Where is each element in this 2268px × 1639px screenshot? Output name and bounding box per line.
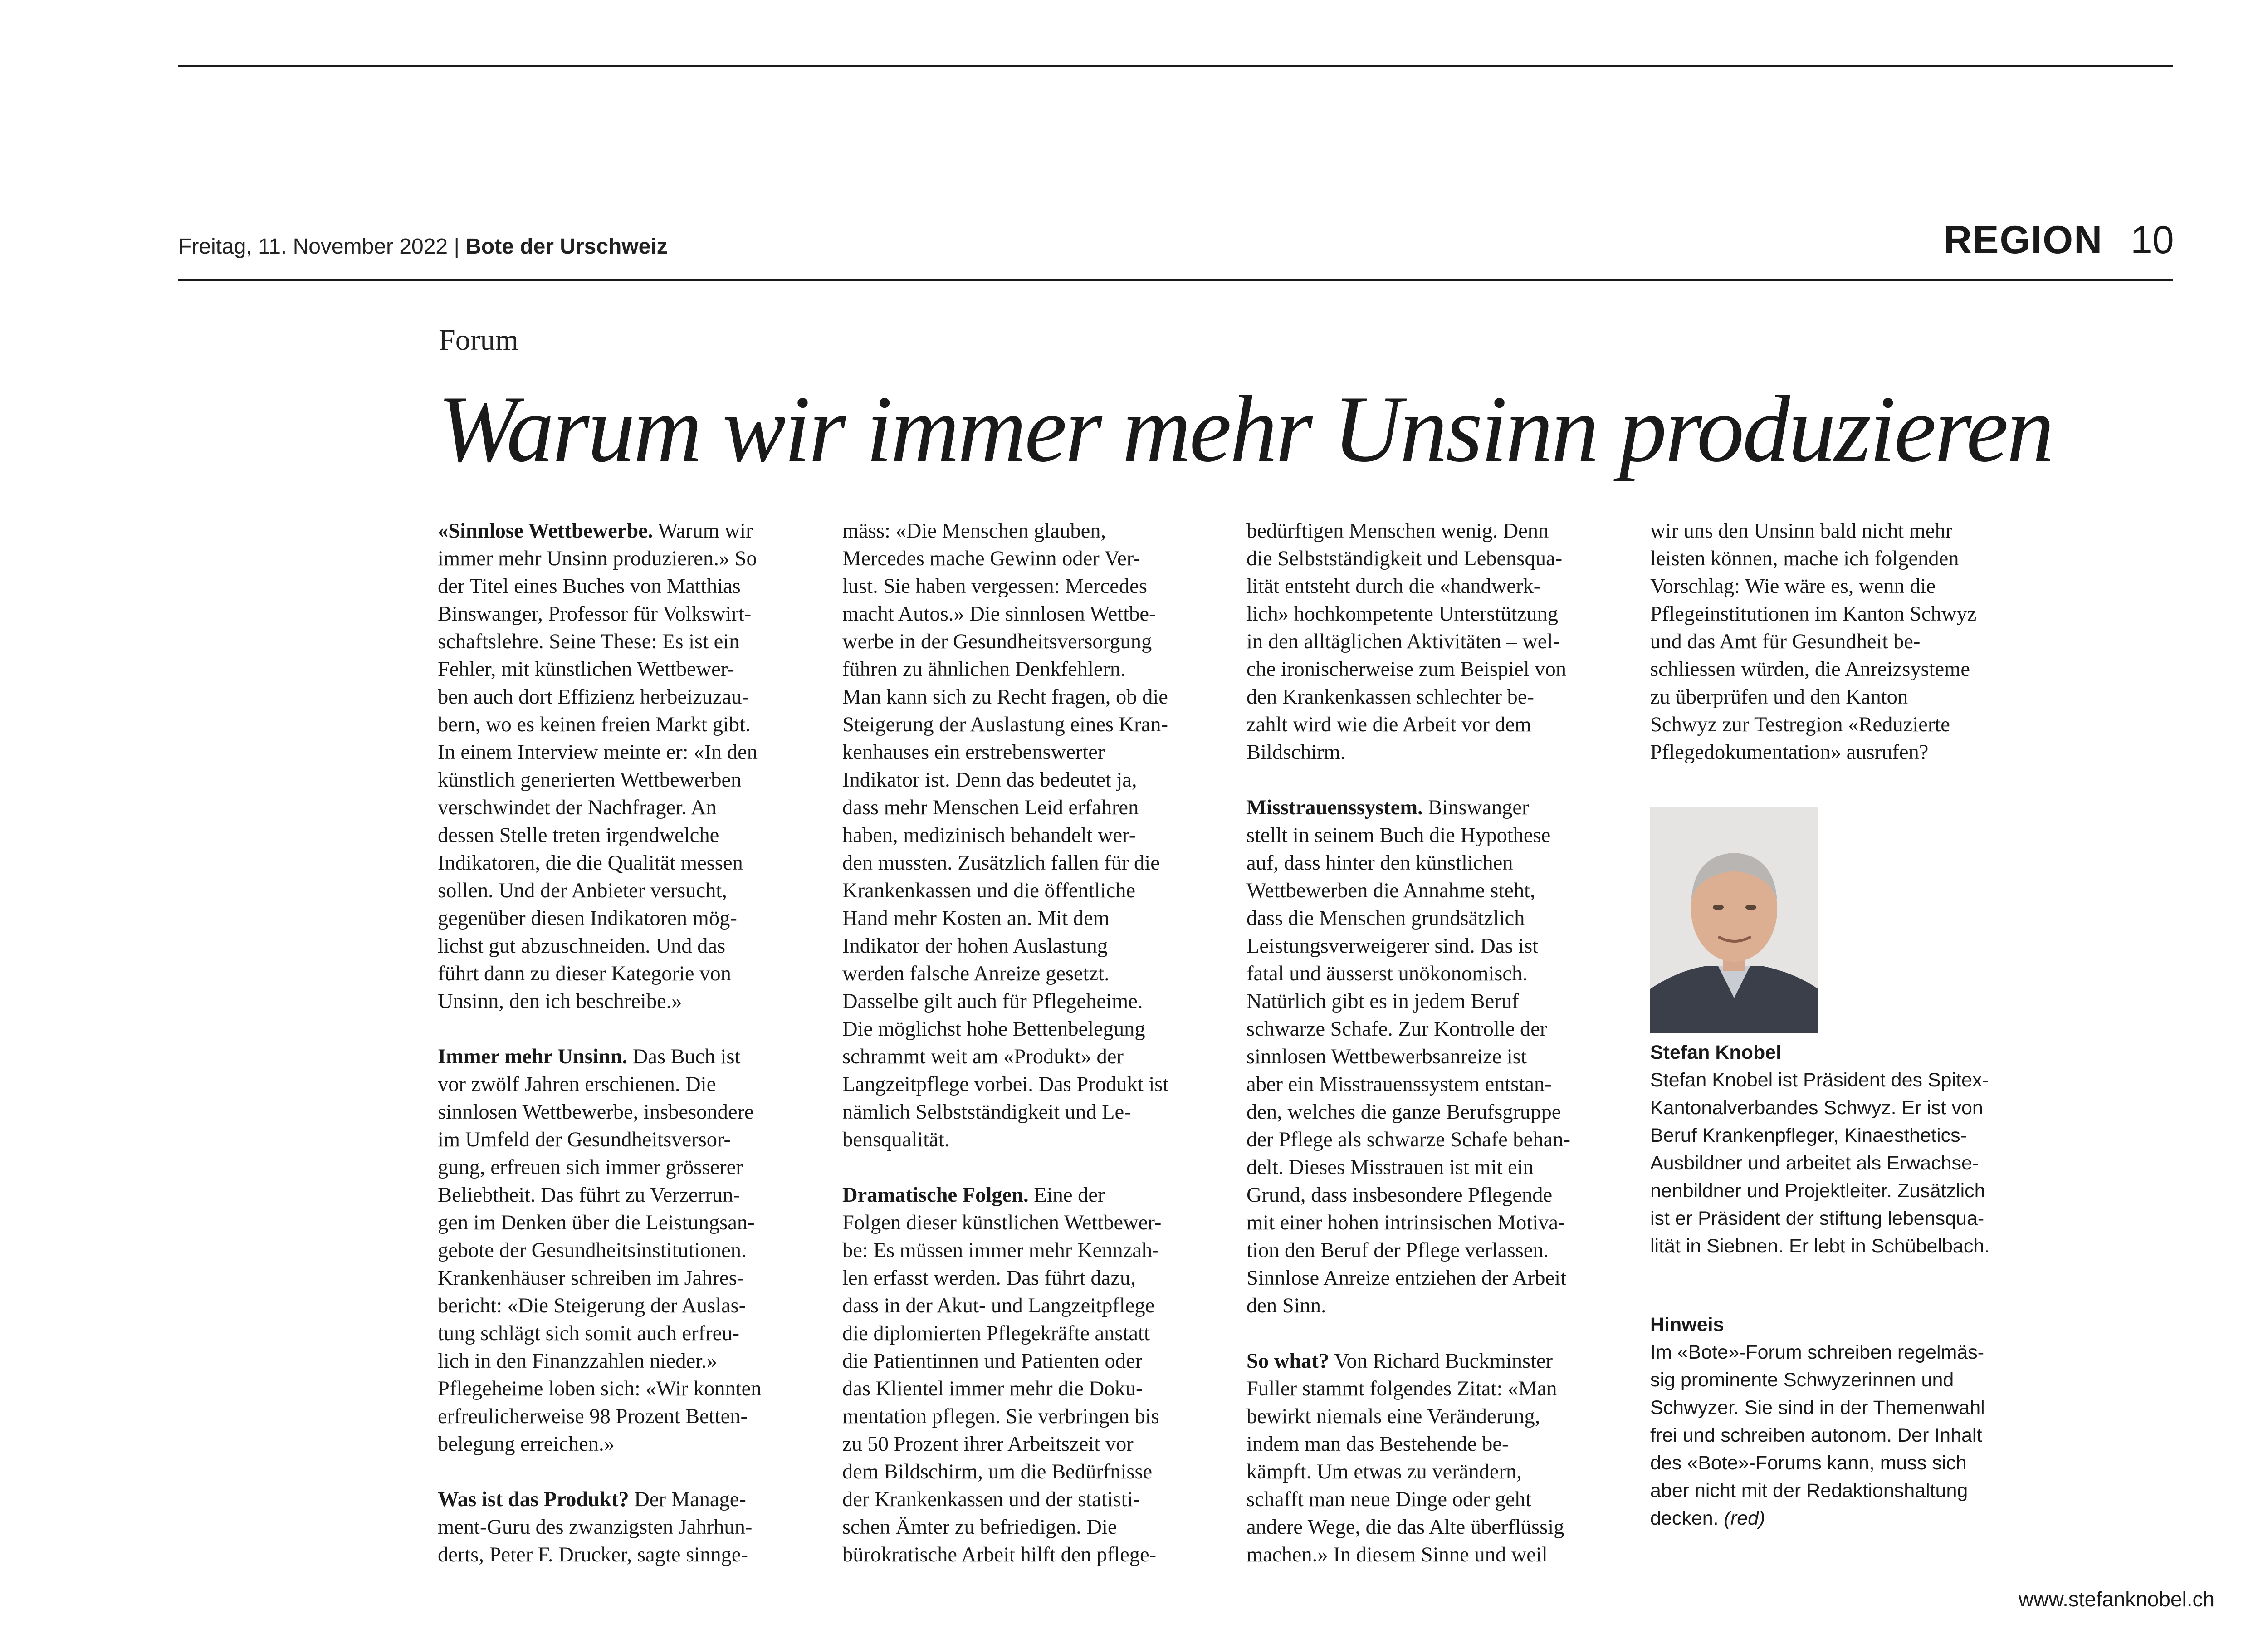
text-line: die Selbstständigkeit und Lebensqua- (1246, 547, 1563, 570)
author-name: Stefan Knobel (1650, 1042, 1782, 1063)
text-line: schrammt weit am «Produkt» der (842, 1045, 1124, 1068)
author-bio (1650, 1039, 2040, 1260)
text-line: gung, erfreuen sich immer grösserer (438, 1156, 743, 1179)
text-line: lich» hochkompetente Unterstützung (1246, 602, 1558, 626)
text-line: Grund, dass insbesondere Pflegende (1246, 1184, 1553, 1207)
text-line: schen Ämter zu befriedigen. Die (842, 1516, 1117, 1539)
text-line: «Sinnlose Wettbewerbe. Warum wir (438, 519, 753, 543)
text-line: sinnlosen Wettbewerbe, insbesondere (438, 1101, 754, 1124)
text-line: gen im Denken über die Leistungsan- (438, 1211, 755, 1234)
text-line: Krankenkassen und die öffentliche (842, 879, 1136, 902)
author-photo (1650, 807, 1818, 1033)
text-line: den Sinn. (1246, 1294, 1326, 1317)
section-title: REGION (1944, 218, 2103, 262)
paragraph (1246, 517, 1623, 766)
text-line: derts, Peter F. Drucker, sagte sinnge- (438, 1543, 748, 1566)
text-line: den, welches die ganze Berufsgruppe (1246, 1101, 1561, 1124)
text-line: lität entsteht durch die «handwerk- (1246, 575, 1541, 598)
text-line: belegung erreichen.» (438, 1433, 615, 1456)
text-line: bewirkt niemals eine Veränderung, (1246, 1405, 1540, 1428)
newspaper-name: Bote der Urschweiz (465, 235, 668, 259)
text-line: aber ein Misstrauenssystem entstan- (1246, 1073, 1552, 1096)
text-line: bedürftigen Menschen wenig. Denn (1246, 519, 1549, 543)
header-rule (178, 279, 2173, 281)
text-line: che ironischerweise zum Beispiel von (1246, 658, 1567, 681)
text-line: Sinnlose Anreize entziehen der Arbeit (1246, 1267, 1567, 1290)
text-line: Dasselbe gilt auch für Pflegeheime. (842, 990, 1143, 1013)
text-line: Indikatoren, die die Qualität messen (438, 851, 743, 875)
text-line: Misstrauenssystem. Binswanger (1246, 796, 1529, 819)
text-line: Schwyzer. Sie sind in der Themenwahl (1650, 1397, 1985, 1419)
text-line: andere Wege, die das Alte überflüssig (1246, 1516, 1564, 1539)
text-line: ment-Guru des zwanzigsten Jahrhun- (438, 1516, 753, 1539)
text-line: indem man das Bestehende be- (1246, 1433, 1509, 1456)
text-line: Die möglichst hohe Bettenbelegung (842, 1018, 1145, 1041)
text-line: frei und schreiben autonom. Der Inhalt (1650, 1424, 1982, 1446)
text-line: tion den Beruf der Pflege verlassen. (1246, 1239, 1549, 1262)
text-line: Leistungsverweigerer sind. Das ist (1246, 934, 1539, 958)
text-line: erfreulicherweise 98 Prozent Betten- (438, 1405, 748, 1428)
text-line: Wettbewerben die Annahme steht, (1246, 879, 1535, 902)
text-line: Pflegedokumentation» ausrufen? (1650, 741, 1929, 764)
text-line: Krankenhäuser schreiben im Jahres- (438, 1267, 744, 1290)
text-line: und das Amt für Gesundheit be- (1650, 630, 1921, 653)
text-line: der Krankenkassen und der statisti- (842, 1488, 1140, 1511)
text-line: Immer mehr Unsinn. Das Buch ist (438, 1045, 741, 1068)
text-line: verschwindet der Nachfrager. An (438, 796, 717, 819)
article-column-2 (842, 517, 1219, 1596)
text-line: Beliebtheit. Das führt zu Verzerrun- (438, 1184, 740, 1207)
text-line: In einem Interview meinte er: «In den (438, 741, 758, 764)
hinweis-title: Hinweis (1650, 1314, 1724, 1336)
text-line: immer mehr Unsinn produzieren.» So (438, 547, 757, 570)
text-line: Hand mehr Kosten an. Mit dem (842, 907, 1110, 930)
text-line: die Patientinnen und Patienten oder (842, 1350, 1143, 1373)
text-line: Bildschirm. (1246, 741, 1346, 764)
text-line: tung schlägt sich somit auch erfreu- (438, 1322, 740, 1345)
text-line: mäss: «Die Menschen glauben, (842, 519, 1106, 543)
text-line: den Krankenkassen schlechter be- (1246, 685, 1534, 709)
hinweis-note (1650, 1311, 2040, 1532)
text-line: im Umfeld der Gesundheitsversor- (438, 1128, 731, 1151)
hinweis-credit: (red) (1718, 1507, 1765, 1529)
text-line: künstlich generierten Wettbewerben (438, 768, 742, 792)
text-line: ist er Präsident der stiftung lebensqua- (1650, 1208, 1984, 1229)
text-line: Vorschlag: Wie wäre es, wenn die (1650, 575, 1936, 598)
text-line: Man kann sich zu Recht fragen, ob die (842, 685, 1168, 709)
text-line: Fehler, mit künstlichen Wettbewer- (438, 658, 734, 681)
text-line: Binswanger, Professor für Volkswirt- (438, 602, 752, 626)
text-line: Stefan Knobel ist Präsident des Spitex- (1650, 1069, 1989, 1091)
text-line: der Titel eines Buches von Matthias (438, 575, 741, 598)
text-line: sinnlosen Wettbewerbsanreize ist (1246, 1045, 1527, 1068)
headline: Warum wir immer mehr Unsinn produzieren (438, 377, 2053, 482)
text-line: kämpft. Um etwas zu verändern, (1246, 1460, 1522, 1483)
text-line: aber nicht mit der Redaktionshaltung (1650, 1480, 1968, 1502)
text-line: der Pflege als schwarze Schafe behan- (1246, 1128, 1570, 1151)
paragraph (438, 517, 814, 1015)
page-number: 10 (2131, 218, 2174, 262)
kicker: Forum (439, 323, 519, 357)
footer-url: www.stefanknobel.ch (2019, 1587, 2215, 1611)
bio-text (1650, 1067, 2040, 1260)
text-line: dem Bildschirm, um die Bedürfnisse (842, 1460, 1153, 1483)
paragraph (1246, 1347, 1623, 1569)
text-line: sig prominente Schwyzerinnen und (1650, 1369, 1954, 1391)
paragraph-lead: Immer mehr Unsinn. (438, 1045, 628, 1068)
text-line: lichst gut abzuschneiden. Und das (438, 934, 726, 958)
article-column-1 (438, 517, 814, 1596)
text-line: decken. (red) (1650, 1507, 1765, 1529)
paragraph-lead: So what? (1246, 1350, 1330, 1373)
text-line: Langzeitpflege vorbei. Das Produkt ist (842, 1073, 1169, 1096)
text-line: Unsinn, den ich beschreibe.» (438, 990, 682, 1013)
text-line: nämlich Selbstständigkeit und Le- (842, 1101, 1131, 1124)
text-line: Kantonalverbandes Schwyz. Er ist von (1650, 1097, 1983, 1119)
text-line: bensqualität. (842, 1128, 950, 1151)
text-line: stellt in seinem Buch die Hypothese (1246, 824, 1551, 847)
text-line: bericht: «Die Steigerung der Auslas- (438, 1294, 746, 1317)
text-line: werden falsche Anreize gesetzt. (842, 962, 1110, 985)
text-line: Dramatische Folgen. Eine der (842, 1184, 1105, 1207)
text-line: lich in den Finanzzahlen nieder.» (438, 1350, 717, 1373)
text-line: So what? Von Richard Buckminster (1246, 1350, 1553, 1373)
text-line: Ausbildner und arbeitet als Erwachse- (1650, 1152, 1979, 1174)
text-line: Indikator der hohen Auslastung (842, 934, 1108, 958)
text-line: dessen Stelle treten irgendwelche (438, 824, 719, 847)
paragraph (438, 1486, 814, 1569)
text-line: zu überprüfen und den Kanton (1650, 685, 1908, 709)
text-line: Natürlich gibt es in jedem Beruf (1246, 990, 1519, 1013)
text-line: Pflegeheime loben sich: «Wir konnten (438, 1377, 762, 1400)
text-line: Pflegeinstitutionen im Kanton Schwyz (1650, 602, 1977, 626)
text-line: Indikator ist. Denn das bedeutet ja, (842, 768, 1137, 792)
text-line: nenbildner und Projektleiter. Zusätzlich (1650, 1180, 1985, 1202)
text-line: Was ist das Produkt? Der Manage- (438, 1488, 746, 1511)
paragraph (1246, 794, 1623, 1320)
text-line: führen zu ähnlichen Denkfehlern. (842, 658, 1126, 681)
text-line: schafft man neue Dinge oder geht (1246, 1488, 1531, 1511)
paragraph (1650, 517, 2027, 766)
text-line: fatal und äusserst unökonomisch. (1246, 962, 1528, 985)
text-line: dass die Menschen grundsätzlich (1246, 907, 1525, 930)
text-line: bern, wo es keinen freien Markt gibt. (438, 713, 751, 736)
text-line: kenhauses ein erstrebenswerter (842, 741, 1105, 764)
text-line: ben auch dort Effizienz herbeizuzau- (438, 685, 749, 709)
text-line: Fuller stammt folgendes Zitat: «Man (1246, 1377, 1557, 1400)
text-line: len erfasst werden. Das führt dazu, (842, 1267, 1136, 1290)
text-line: schliessen würden, die Anreizsysteme (1650, 658, 1970, 681)
portrait-illustration (1650, 807, 1818, 1033)
text-line: zahlt wird wie die Arbeit vor dem (1246, 713, 1531, 736)
paragraph (438, 1043, 814, 1458)
text-line: schwarze Schafe. Zur Kontrolle der (1246, 1018, 1547, 1041)
text-line: vor zwölf Jahren erschienen. Die (438, 1073, 716, 1096)
paragraph-lead: Dramatische Folgen. (842, 1184, 1029, 1207)
text-line: auf, dass hinter den künstlichen (1246, 851, 1513, 875)
text-line: dass in der Akut- und Langzeitpflege (842, 1294, 1155, 1317)
text-line: Schwyz zur Testregion «Reduzierte (1650, 713, 1950, 736)
text-line: gegenüber diesen Indikatoren mög- (438, 907, 737, 930)
text-line: führt dann zu dieser Kategorie von (438, 962, 731, 985)
text-line: be: Es müssen immer mehr Kennzah- (842, 1239, 1159, 1262)
paragraph (842, 517, 1219, 1154)
hinweis-text (1650, 1339, 2040, 1532)
text-line: macht Autos.» Die sinnlosen Wettbe- (842, 602, 1156, 626)
text-line: bürokratische Arbeit hilft den pflege- (842, 1543, 1157, 1566)
text-line: das Klientel immer mehr die Doku- (842, 1377, 1143, 1400)
text-line: wir uns den Unsinn bald nicht mehr (1650, 519, 1953, 543)
text-line: Im «Bote»-Forum schreiben regelmäs- (1650, 1341, 1984, 1363)
text-line: machen.» In diesem Sinne und weil (1246, 1543, 1548, 1566)
text-line: Steigerung der Auslastung eines Kran- (842, 713, 1168, 736)
issue-date: Freitag, 11. November 2022 (178, 235, 448, 259)
text-line: lust. Sie haben vergessen: Mercedes (842, 575, 1147, 598)
text-line: mentation pflegen. Sie verbringen bis (842, 1405, 1159, 1428)
paragraph (842, 1181, 1219, 1569)
text-line: die diplomierten Pflegekräfte anstatt (842, 1322, 1150, 1345)
text-line: delt. Dieses Misstrauen ist mit ein (1246, 1156, 1534, 1179)
text-line: haben, medizinisch behandelt wer- (842, 824, 1136, 847)
text-line: lität in Siebnen. Er lebt in Schübelbach. (1650, 1235, 1990, 1257)
text-line: leisten können, mache ich folgenden (1650, 547, 1959, 570)
text-line: in den alltäglichen Aktivitäten – wel- (1246, 630, 1560, 653)
paragraph-lead: Misstrauenssystem. (1246, 796, 1423, 819)
text-line: werbe in der Gesundheitsversorgung (842, 630, 1152, 653)
text-line: Beruf Krankenpfleger, Kinaesthetics- (1650, 1125, 1967, 1146)
dateline-separator: | (454, 235, 459, 259)
text-line: den mussten. Zusätzlich fallen für die (842, 851, 1160, 875)
text-line: schaftslehre. Seine These: Es ist ein (438, 630, 740, 653)
dateline (178, 234, 668, 259)
top-rule (178, 65, 2173, 67)
text-line: mit einer hohen intrinsischen Motiva- (1246, 1211, 1565, 1234)
paragraph-lead: «Sinnlose Wettbewerbe. (438, 519, 653, 543)
text-line: zu 50 Prozent ihrer Arbeitszeit vor (842, 1433, 1134, 1456)
article-column-4 (1650, 517, 2027, 794)
text-line: dass mehr Menschen Leid erfahren (842, 796, 1139, 819)
text-line: Folgen dieser künstlichen Wettbewer- (842, 1211, 1162, 1234)
text-line: des «Bote»-Forums kann, muss sich (1650, 1452, 1967, 1474)
article-column-3 (1246, 517, 1623, 1596)
paragraph-lead: Was ist das Produkt? (438, 1488, 629, 1511)
text-line: sollen. Und der Anbieter versucht, (438, 879, 727, 902)
text-line: Mercedes mache Gewinn oder Ver- (842, 547, 1140, 570)
text-line: gebote der Gesundheitsinstitutionen. (438, 1239, 747, 1262)
